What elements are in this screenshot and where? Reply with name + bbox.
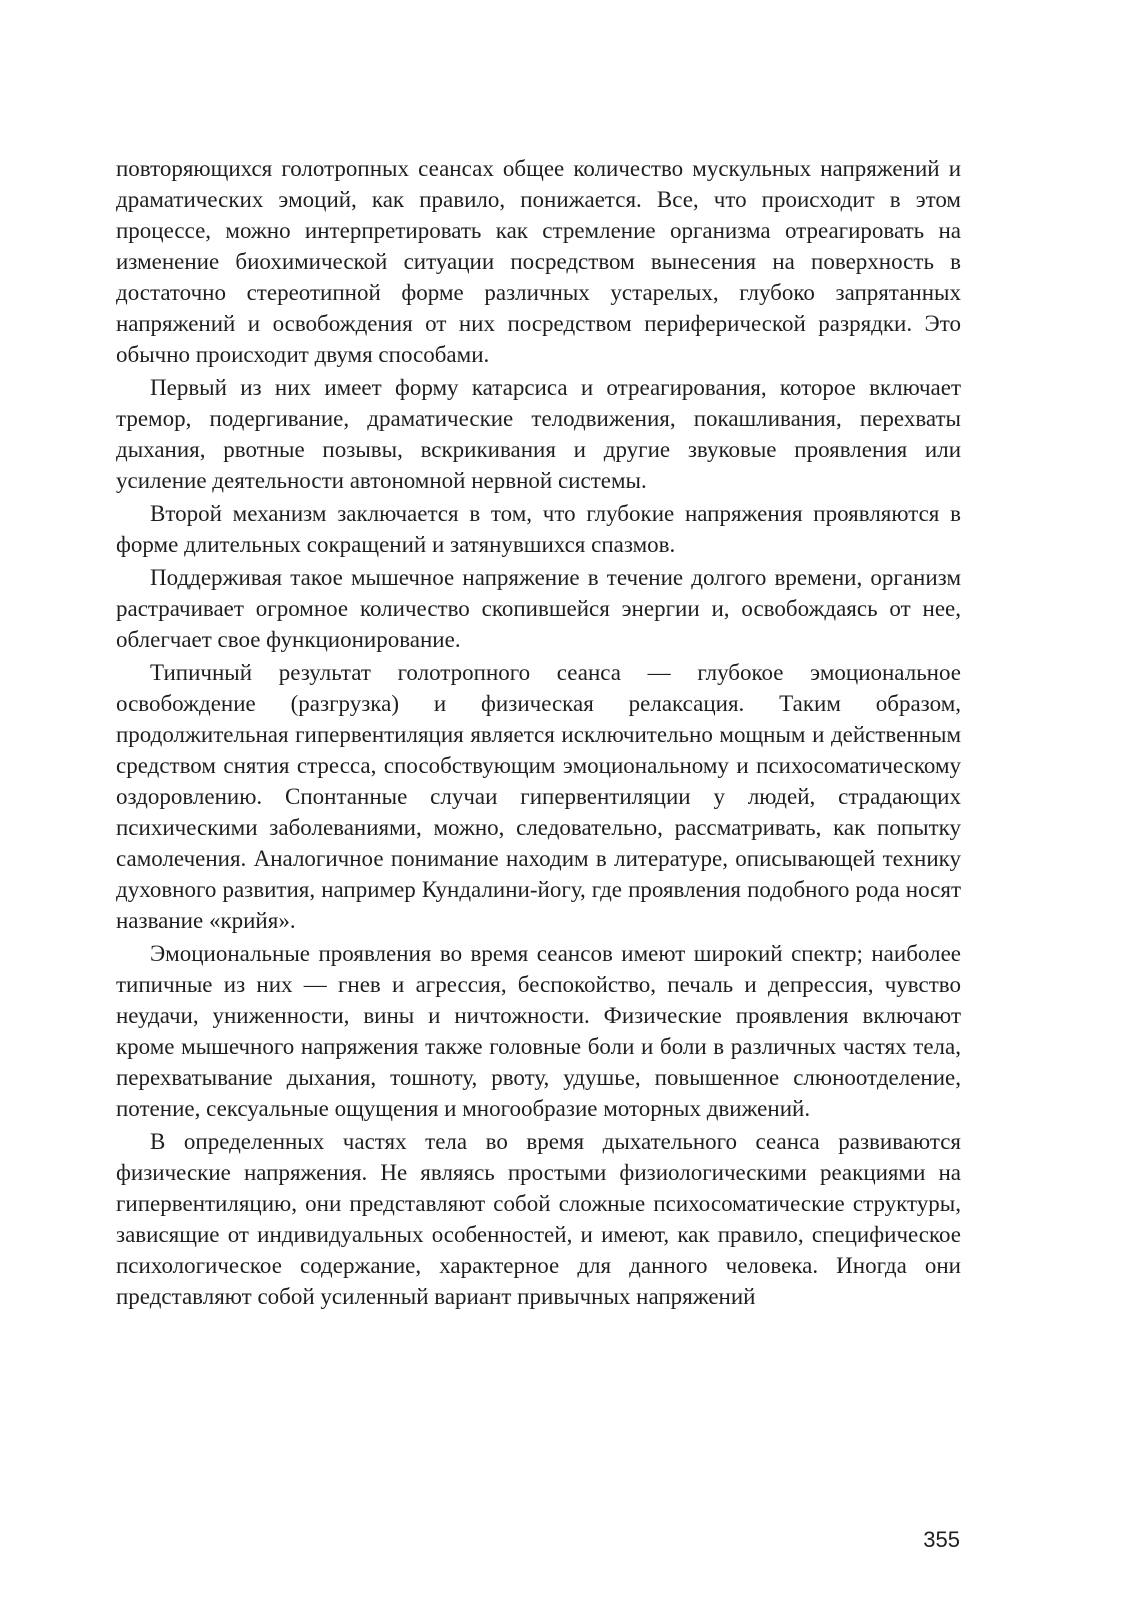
paragraph-6: Эмоциональные проявления во время сеансов имеют широкий спектр; наиболее типичные из них — гнев и агрессия, беспокойство, печаль и депрессия, чувство неудачи, униженности, вины и ничтожности. Физические проявления включают кроме мышечного напряжения также головные боли и боли в различных частях тела, перехватывание дыхания, тошноту, рвоту, удушье, повышенное слюноотделение, потение, сексуальные ощущения и многообразие моторных движений. [116, 941, 961, 1121]
body-text [116, 153, 961, 1314]
paragraph-2: Первый из них имеет форму катарсиса и отреагирования, которое включает тремор, подергивание, драматические телодвижения, покашливания, перехваты дыхания, рвотные позывы, вскрикивания и другие звуковые проявления или усиление деятельности автономной нервной системы. [116, 375, 961, 493]
paragraph-5: Типичный результат голотропного сеанса — глубокое эмоциональное освобождение (разгрузка) и физическая релаксация. Таким образом, продолжительная гипервентиляция является исключительно мощным и действенным средством снятия стресса, способствующим эмоциональному и психосоматическому оздоровлению. Спонтанные случаи гипервентиляции у людей, страдающих психическими заболеваниями, можно, следовательно, рассматривать, как попытку самолечения. Аналогичное понимание находим в литературе, описывающей технику духовного развития, например Кундалини-йогу, где проявления подобного рода носят название «крийя». [116, 660, 961, 933]
paragraph-7: В определенных частях тела во время дыхательного сеанса развиваются физические напряжения. Не являясь простыми физиологическими реакциями на гипервентиляцию, они представляют собой сложные психосоматические структуры, зависящие от индивидуальных особенностей, и имеют, как правило, специфическое психологическое содержание, характерное для данного человека. Иногда они представляют собой усиленный вариант привычных напряжений [116, 1129, 961, 1309]
page-number: 355 [923, 1527, 960, 1552]
paragraph-4: Поддерживая такое мышечное напряжение в течение долгого времени, организм растрачивает огромное количество скопившейся энергии и, освобождаясь от нее, облегчает свое функционирование. [116, 565, 961, 652]
paragraph-3: Второй механизм заключается в том, что глубокие напряжения проявляются в форме длительных сокращений и затянувшихся спазмов. [116, 501, 961, 557]
paragraph-1: повторяющихся голотропных сеансах общее количество мускульных напряжений и драматических эмоций, как правило, понижается. Все, что происходит в этом процессе, можно интерпретировать как стремление организма отреагировать на изменение биохимической ситуации посредством вынесения на поверхность в достаточно стереотипной форме различных устарелых, глубоко запрятанных напряжений и освобождения от них посредством периферической разрядки. Это обычно происходит двумя способами. [116, 156, 961, 367]
